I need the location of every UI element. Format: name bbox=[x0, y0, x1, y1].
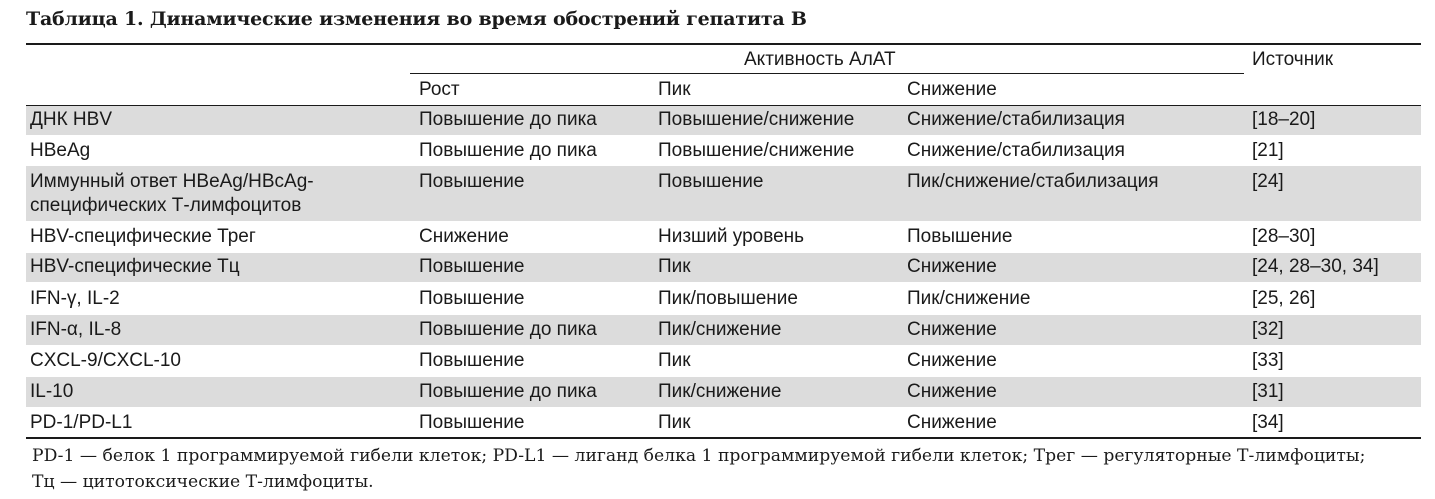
cell-decline: Снижение bbox=[907, 412, 997, 433]
cell-source: [32] bbox=[1252, 319, 1284, 340]
cell-marker: HBeAg bbox=[30, 140, 91, 161]
table-top-rule bbox=[26, 43, 1421, 45]
cell-rise: Повышение до пика bbox=[419, 109, 597, 130]
header-decline: Снижение bbox=[907, 79, 997, 100]
table-bottom-rule bbox=[26, 437, 1421, 439]
table-footnote: PD-1 — белок 1 программируемой гибели клеток; PD-L1 — лиганд белка 1 программируемой гибели клеток; Трег — регуляторные Т-лимфоциты; Тц — цитотоксические Т-лимфоциты. bbox=[32, 446, 1366, 492]
header-alat-activity: Активность АлАТ bbox=[744, 49, 896, 70]
cell-source: [24, 28–30, 34] bbox=[1252, 256, 1379, 277]
cell-decline: Повышение bbox=[907, 226, 1013, 247]
cell-marker: CXCL-9/CXCL-10 bbox=[30, 350, 181, 371]
cell-peak: Повышение bbox=[658, 171, 764, 192]
cell-rise: Повышение bbox=[419, 412, 525, 433]
cell-marker: IL-10 bbox=[30, 381, 74, 402]
cell-decline: Снижение bbox=[907, 319, 997, 340]
cell-decline: Пик/снижение/стабилизация bbox=[907, 171, 1159, 192]
header-peak: Пик bbox=[658, 79, 691, 100]
header-rise: Рост bbox=[419, 79, 460, 100]
cell-decline: Снижение bbox=[907, 256, 997, 277]
cell-rise: Повышение bbox=[419, 288, 525, 309]
cell-source: [18–20] bbox=[1252, 109, 1316, 130]
cell-peak: Пик bbox=[658, 350, 691, 371]
cell-marker: Иммунный ответ HBeAg/HBcAg- bbox=[30, 171, 314, 192]
cell-rise: Повышение bbox=[419, 256, 525, 277]
cell-peak: Пик bbox=[658, 256, 691, 277]
cell-source: [34] bbox=[1252, 412, 1284, 433]
table-title: Таблица 1. Динамические изменения во время обострений гепатита B bbox=[26, 8, 807, 30]
cell-rise: Повышение bbox=[419, 350, 525, 371]
cell-peak: Низший уровень bbox=[658, 226, 805, 247]
cell-decline: Снижение/стабилизация bbox=[907, 109, 1125, 130]
cell-rise: Повышение до пика bbox=[419, 319, 597, 340]
cell-peak: Пик/снижение bbox=[658, 381, 782, 402]
cell-peak: Повышение/снижение bbox=[658, 109, 855, 130]
cell-marker: ДНК HBV bbox=[30, 109, 113, 130]
cell-decline: Снижение/стабилизация bbox=[907, 140, 1125, 161]
cell-rise: Повышение bbox=[419, 171, 525, 192]
cell-decline: Снижение bbox=[907, 381, 997, 402]
cell-peak: Пик bbox=[658, 412, 691, 433]
cell-source: [25, 26] bbox=[1252, 288, 1316, 309]
cell-peak: Повышение/снижение bbox=[658, 140, 855, 161]
cell-source: [31] bbox=[1252, 381, 1284, 402]
cell-decline: Пик/снижение bbox=[907, 288, 1031, 309]
cell-marker: IFN-α, IL-8 bbox=[30, 319, 122, 340]
cell-peak: Пик/снижение bbox=[658, 319, 782, 340]
header-source: Источник bbox=[1252, 49, 1334, 70]
cell-source: [33] bbox=[1252, 350, 1284, 371]
cell-marker: IFN-γ, IL-2 bbox=[30, 288, 120, 309]
cell-marker-line2: специфических Т-лимфоцитов bbox=[30, 195, 302, 216]
cell-marker: PD-1/PD-L1 bbox=[30, 412, 133, 433]
header-group-rule bbox=[410, 73, 1244, 74]
cell-marker: HBV-специфические Тц bbox=[30, 256, 240, 277]
cell-marker: HBV-специфические Трег bbox=[30, 226, 256, 247]
cell-decline: Снижение bbox=[907, 350, 997, 371]
cell-rise: Повышение до пика bbox=[419, 381, 597, 402]
cell-source: [24] bbox=[1252, 171, 1284, 192]
cell-rise: Снижение bbox=[419, 226, 509, 247]
cell-source: [21] bbox=[1252, 140, 1284, 161]
cell-peak: Пик/повышение bbox=[658, 288, 798, 309]
data-table bbox=[26, 43, 1421, 439]
cell-rise: Повышение до пика bbox=[419, 140, 597, 161]
cell-source: [28–30] bbox=[1252, 226, 1316, 247]
